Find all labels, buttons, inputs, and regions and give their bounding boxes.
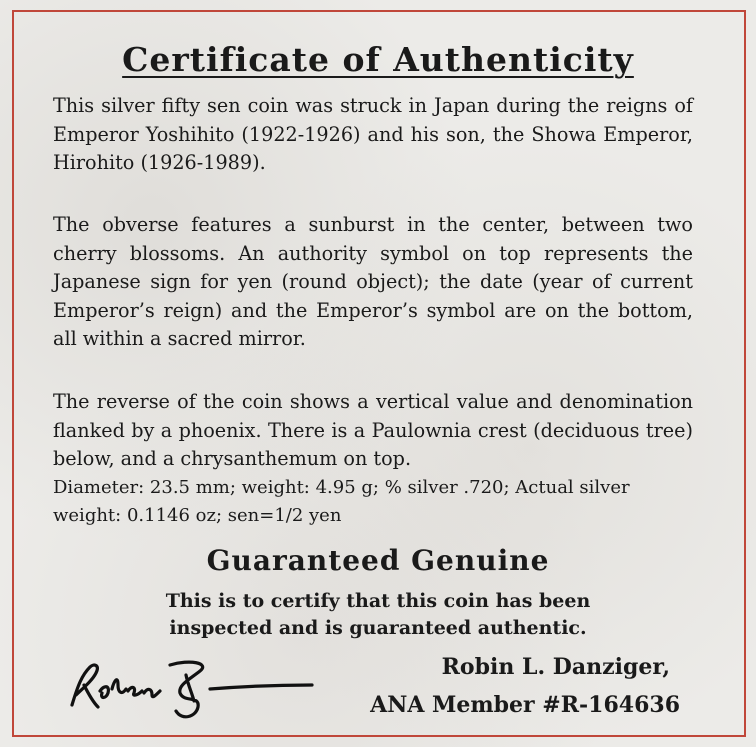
- specs-line-1: Diameter: 23.5 mm; weight: 4.95 g; % silver .720; Actual silver: [53, 477, 630, 498]
- handwritten-signature: [60, 645, 320, 730]
- guarantee-line-1: This is to certify that this coin has been: [165, 590, 591, 612]
- signer-name: Robin L. Danziger,: [441, 654, 670, 680]
- paragraph-history: This silver fifty sen coin was struck in Japan during the reigns of Emperor Yoshihito (1922-1926) and his son, the Showa Emperor, Hirohito (1926-1989).: [53, 94, 693, 174]
- paragraph-obverse: The obverse features a sunburst in the center, between two cherry blossoms. An authority symbol on top represents the Japanese sign for yen (round object); the date (year of current Emperor’s reign) and the Emperor’s symbol are on the bottom, all within a sacred mirror.: [53, 213, 693, 350]
- signer-membership: ANA Member #R-164636: [370, 692, 680, 718]
- paragraph-reverse: The reverse of the coin shows a vertical value and denomination flanked by a phoenix. There is a Paulownia crest (deciduous tree) below, and a chrysanthemum on top.: [53, 390, 693, 470]
- guarantee-heading: Guaranteed Genuine: [206, 544, 550, 577]
- guarantee-line-2: inspected and is guaranteed authentic.: [169, 617, 587, 639]
- certificate-title: Certificate of Authenticity: [122, 40, 634, 79]
- specs-line-2: weight: 0.1146 oz; sen=1/2 yen: [53, 505, 342, 526]
